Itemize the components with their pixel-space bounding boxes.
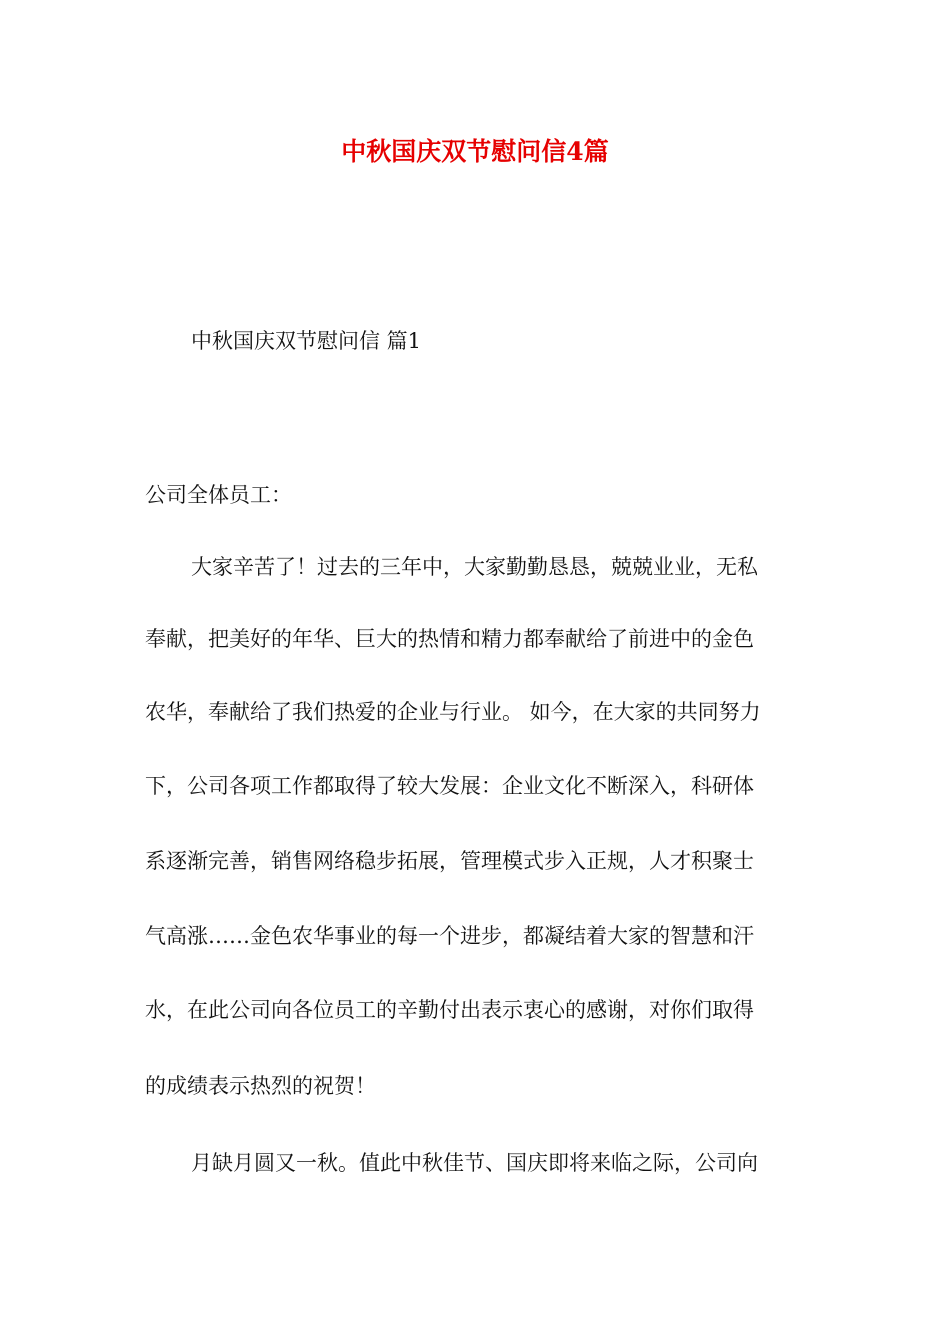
body-line: 大家辛苦了！过去的三年中，大家勤勤恳恳，兢兢业业，无私: [191, 555, 758, 579]
body-line: 系逐渐完善，销售网络稳步拓展，管理模式步入正规，人才积聚士: [145, 849, 754, 873]
body-line: 气高涨……金色农华事业的每一个进步，都凝结着大家的智慧和汗: [145, 924, 754, 948]
body-line: 下，公司各项工作都取得了较大发展：企业文化不断深入，科研体: [145, 774, 754, 798]
body-line: 的成绩表示热烈的祝贺！: [145, 1074, 376, 1098]
body-line: 农华，奉献给了我们热爱的企业与行业。 如今，在大家的共同努力: [145, 700, 761, 724]
salutation: 公司全体员工：: [145, 483, 292, 507]
body-line: 月缺月圆又一秋。值此中秋佳节、国庆即将来临之际，公司向: [191, 1151, 758, 1175]
document-title: 中秋国庆双节慰问信4篇: [341, 137, 609, 166]
section-heading: 中秋国庆双节慰问信 篇1: [191, 329, 422, 353]
body-line: 奉献，把美好的年华、巨大的热情和精力都奉献给了前进中的金色: [145, 627, 754, 651]
body-line: 水，在此公司向各位员工的辛勤付出表示衷心的感谢，对你们取得: [145, 998, 754, 1022]
